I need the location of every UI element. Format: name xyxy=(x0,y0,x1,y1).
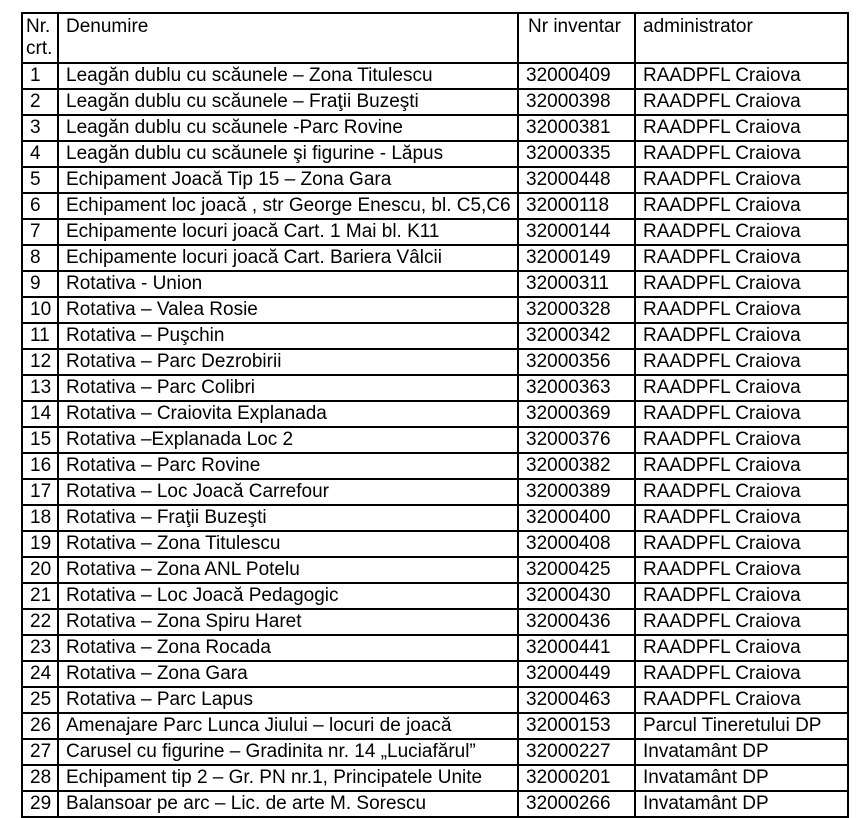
inventar-cell: 32000441 xyxy=(518,635,635,661)
denumire-cell: Rotativa – Zona ANL Potelu xyxy=(58,557,518,583)
administrator-cell: RAADPFL Craiova xyxy=(635,557,848,583)
denumire-cell: Amenajare Parc Lunca Jiului – locuri de joacă xyxy=(58,713,518,739)
table-row xyxy=(22,453,848,479)
row-number-cell: 12 xyxy=(22,349,58,375)
administrator-cell: RAADPFL Craiova xyxy=(635,375,848,401)
inventar-cell: 32000201 xyxy=(518,765,635,791)
inventar-cell: 32000144 xyxy=(518,219,635,245)
denumire-cell: Rotativa – Fraţii Buzeşti xyxy=(58,505,518,531)
administrator-cell: RAADPFL Craiova xyxy=(635,453,848,479)
table-row xyxy=(22,89,848,115)
administrator-cell: RAADPFL Craiova xyxy=(635,401,848,427)
administrator-cell: RAADPFL Craiova xyxy=(635,167,848,193)
table-row xyxy=(22,609,848,635)
row-number-cell: 24 xyxy=(22,661,58,687)
administrator-cell: RAADPFL Craiova xyxy=(635,427,848,453)
row-number-cell: 18 xyxy=(22,505,58,531)
table-row xyxy=(22,297,848,323)
denumire-cell: Rotativa – Craiovita Explanada xyxy=(58,401,518,427)
denumire-cell: Rotativa – Puşchin xyxy=(58,323,518,349)
table-row xyxy=(22,635,848,661)
row-number-cell: 28 xyxy=(22,765,58,791)
denumire-cell: Rotativa – Parc Lapus xyxy=(58,687,518,713)
denumire-cell: Rotativa – Zona Titulescu xyxy=(58,531,518,557)
inventar-cell: 32000153 xyxy=(518,713,635,739)
table-row xyxy=(22,713,848,739)
table-row xyxy=(22,401,848,427)
inventar-cell: 32000398 xyxy=(518,89,635,115)
table-body xyxy=(22,63,848,817)
inventar-cell: 32000463 xyxy=(518,687,635,713)
row-number-cell: 2 xyxy=(22,89,58,115)
inventar-cell: 32000342 xyxy=(518,323,635,349)
inventar-cell: 32000389 xyxy=(518,479,635,505)
inventar-cell: 32000436 xyxy=(518,609,635,635)
row-number-cell: 21 xyxy=(22,583,58,609)
table-row xyxy=(22,661,848,687)
header-nr-crt: Nr. crt. xyxy=(22,13,58,63)
administrator-cell: RAADPFL Craiova xyxy=(635,297,848,323)
inventar-cell: 32000400 xyxy=(518,505,635,531)
inventar-cell: 32000356 xyxy=(518,349,635,375)
header-administrator: administrator xyxy=(635,13,848,63)
denumire-cell: Leagăn dublu cu scăunele şi figurine - Lăpus xyxy=(58,141,518,167)
denumire-cell: Leagăn dublu cu scăunele – Fraţii Buzeşti xyxy=(58,89,518,115)
denumire-cell: Balansoar pe arc – Lic. de arte M. Sorescu xyxy=(58,791,518,817)
row-number-cell: 5 xyxy=(22,167,58,193)
row-number-cell: 17 xyxy=(22,479,58,505)
row-number-cell: 1 xyxy=(22,63,58,89)
table-row xyxy=(22,505,848,531)
administrator-cell: RAADPFL Craiova xyxy=(635,505,848,531)
inventar-cell: 32000430 xyxy=(518,583,635,609)
table-row xyxy=(22,167,848,193)
administrator-cell: RAADPFL Craiova xyxy=(635,141,848,167)
administrator-cell: RAADPFL Craiova xyxy=(635,219,848,245)
inventar-cell: 32000408 xyxy=(518,531,635,557)
inventar-cell: 32000266 xyxy=(518,791,635,817)
administrator-cell: RAADPFL Craiova xyxy=(635,245,848,271)
administrator-cell: RAADPFL Craiova xyxy=(635,349,848,375)
denumire-cell: Carusel cu figurine – Gradinita nr. 14 „Luciafărul” xyxy=(58,739,518,765)
table-row xyxy=(22,583,848,609)
row-number-cell: 10 xyxy=(22,297,58,323)
table-row xyxy=(22,115,848,141)
row-number-cell: 27 xyxy=(22,739,58,765)
table-row xyxy=(22,479,848,505)
administrator-cell: Parcul Tineretului DP xyxy=(635,713,848,739)
table-row xyxy=(22,375,848,401)
denumire-cell: Rotativa – Parc Dezrobirii xyxy=(58,349,518,375)
administrator-cell: RAADPFL Craiova xyxy=(635,609,848,635)
denumire-cell: Echipamente locuri joacă Cart. Bariera Vâlcii xyxy=(58,245,518,271)
row-number-cell: 6 xyxy=(22,193,58,219)
row-number-cell: 23 xyxy=(22,635,58,661)
denumire-cell: Rotativa – Valea Rosie xyxy=(58,297,518,323)
administrator-cell: RAADPFL Craiova xyxy=(635,271,848,297)
denumire-cell: Echipament Joacă Tip 15 – Zona Gara xyxy=(58,167,518,193)
administrator-cell: RAADPFL Craiova xyxy=(635,193,848,219)
denumire-cell: Rotativa –Explanada Loc 2 xyxy=(58,427,518,453)
inventar-cell: 32000425 xyxy=(518,557,635,583)
table-row xyxy=(22,739,848,765)
row-number-cell: 29 xyxy=(22,791,58,817)
administrator-cell: Invatamânt DP xyxy=(635,739,848,765)
denumire-cell: Rotativa - Union xyxy=(58,271,518,297)
inventar-cell: 32000376 xyxy=(518,427,635,453)
denumire-cell: Rotativa – Zona Rocada xyxy=(58,635,518,661)
inventar-cell: 32000381 xyxy=(518,115,635,141)
table-row xyxy=(22,245,848,271)
inventar-cell: 32000449 xyxy=(518,661,635,687)
table-row xyxy=(22,219,848,245)
row-number-cell: 7 xyxy=(22,219,58,245)
row-number-cell: 20 xyxy=(22,557,58,583)
inventar-cell: 32000363 xyxy=(518,375,635,401)
administrator-cell: RAADPFL Craiova xyxy=(635,115,848,141)
row-number-cell: 9 xyxy=(22,271,58,297)
table-row xyxy=(22,791,848,817)
row-number-cell: 16 xyxy=(22,453,58,479)
row-number-cell: 14 xyxy=(22,401,58,427)
row-number-cell: 13 xyxy=(22,375,58,401)
header-nr-inventar: Nr inventar xyxy=(518,13,635,63)
row-number-cell: 15 xyxy=(22,427,58,453)
table-row xyxy=(22,63,848,89)
administrator-cell: RAADPFL Craiova xyxy=(635,323,848,349)
administrator-cell: Invatamânt DP xyxy=(635,765,848,791)
inventar-cell: 32000382 xyxy=(518,453,635,479)
administrator-cell: RAADPFL Craiova xyxy=(635,531,848,557)
inventar-cell: 32000328 xyxy=(518,297,635,323)
table-row xyxy=(22,531,848,557)
inventar-cell: 32000335 xyxy=(518,141,635,167)
denumire-cell: Echipament tip 2 – Gr. PN nr.1, Principatele Unite xyxy=(58,765,518,791)
table-row xyxy=(22,349,848,375)
header-denumire: Denumire xyxy=(58,13,518,63)
table-row xyxy=(22,427,848,453)
inventar-cell: 32000118 xyxy=(518,193,635,219)
denumire-cell: Rotativa – Parc Rovine xyxy=(58,453,518,479)
administrator-cell: RAADPFL Craiova xyxy=(635,583,848,609)
table-row xyxy=(22,687,848,713)
row-number-cell: 26 xyxy=(22,713,58,739)
administrator-cell: RAADPFL Craiova xyxy=(635,687,848,713)
row-number-cell: 8 xyxy=(22,245,58,271)
denumire-cell: Leagăn dublu cu scăunele -Parc Rovine xyxy=(58,115,518,141)
denumire-cell: Echipament loc joacă , str George Enescu, bl. C5,C6 xyxy=(58,193,518,219)
denumire-cell: Rotativa – Loc Joacă Carrefour xyxy=(58,479,518,505)
denumire-cell: Rotativa – Parc Colibri xyxy=(58,375,518,401)
table-row xyxy=(22,193,848,219)
row-number-cell: 25 xyxy=(22,687,58,713)
administrator-cell: Invatamânt DP xyxy=(635,791,848,817)
row-number-cell: 4 xyxy=(22,141,58,167)
inventar-cell: 32000369 xyxy=(518,401,635,427)
table-row xyxy=(22,271,848,297)
denumire-cell: Leagăn dublu cu scăunele – Zona Titulescu xyxy=(58,63,518,89)
administrator-cell: RAADPFL Craiova xyxy=(635,661,848,687)
row-number-cell: 19 xyxy=(22,531,58,557)
row-number-cell: 22 xyxy=(22,609,58,635)
denumire-cell: Rotativa – Zona Spiru Haret xyxy=(58,609,518,635)
table-row xyxy=(22,557,848,583)
denumire-cell: Echipamente locuri joacă Cart. 1 Mai bl. K11 xyxy=(58,219,518,245)
administrator-cell: RAADPFL Craiova xyxy=(635,635,848,661)
inventory-table xyxy=(21,12,849,818)
table-row xyxy=(22,323,848,349)
denumire-cell: Rotativa – Loc Joacă Pedagogic xyxy=(58,583,518,609)
administrator-cell: RAADPFL Craiova xyxy=(635,89,848,115)
table-row xyxy=(22,765,848,791)
table-row xyxy=(22,141,848,167)
administrator-cell: RAADPFL Craiova xyxy=(635,63,848,89)
administrator-cell: RAADPFL Craiova xyxy=(635,479,848,505)
inventar-cell: 32000149 xyxy=(518,245,635,271)
inventar-cell: 32000409 xyxy=(518,63,635,89)
denumire-cell: Rotativa – Zona Gara xyxy=(58,661,518,687)
row-number-cell: 3 xyxy=(22,115,58,141)
inventar-cell: 32000448 xyxy=(518,167,635,193)
inventar-cell: 32000227 xyxy=(518,739,635,765)
header-row xyxy=(22,13,848,63)
inventar-cell: 32000311 xyxy=(518,271,635,297)
row-number-cell: 11 xyxy=(22,323,58,349)
